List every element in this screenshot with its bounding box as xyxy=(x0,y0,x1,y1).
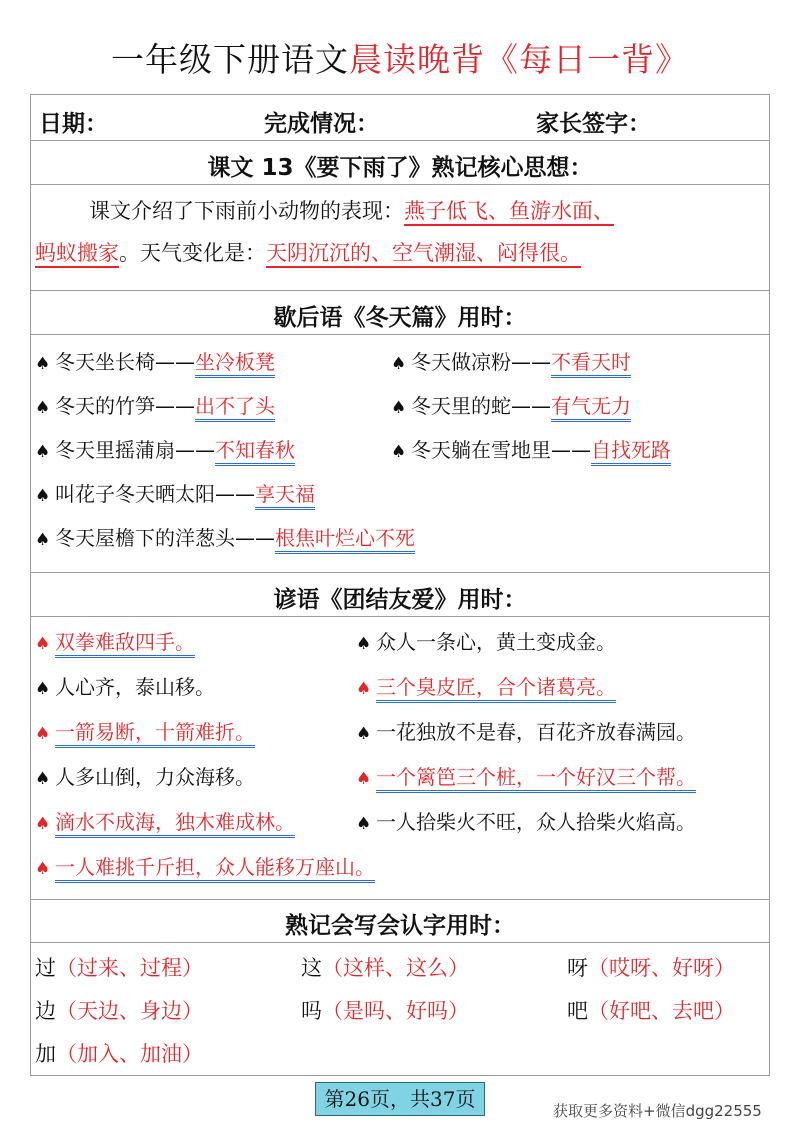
spade-icon: ♠ xyxy=(391,398,407,418)
completion-label: 完成情况： xyxy=(264,111,379,137)
lesson-line2-mid: 。天气变化是： xyxy=(119,241,266,265)
xiehouyu-item: ♠ 冬天里的蛇——有气无力 xyxy=(391,390,631,419)
spade-icon: ♠ xyxy=(35,634,51,654)
spade-icon: ♠ xyxy=(356,634,372,654)
spade-icon: ♠ xyxy=(35,354,51,374)
spade-icon: ♠ xyxy=(35,769,51,789)
divider xyxy=(31,334,769,335)
lesson-line2-red-a: 蚂蚁搬家 xyxy=(35,241,119,268)
char-item: 过（过来、过程） xyxy=(35,956,203,980)
spade-icon: ♠ xyxy=(356,814,372,834)
lesson-line2-red-b: 天阴沉沉的、空气潮湿、闷得很。 xyxy=(266,241,581,268)
lesson-line-1 xyxy=(89,195,614,225)
spade-icon: ♠ xyxy=(35,442,51,462)
divider xyxy=(31,899,769,900)
yanyu-item: ♠ 滴水不成海，独木难成林。 xyxy=(35,806,295,835)
yanyu-item: ♠ 一人难挑千斤担，众人能移万座山。 xyxy=(35,851,375,880)
title-black: 一年级下册语文 xyxy=(111,40,349,79)
divider xyxy=(31,572,769,573)
spade-icon: ♠ xyxy=(35,679,51,699)
divider xyxy=(31,942,769,943)
lesson-line1-red: 燕子低飞、鱼游水面、 xyxy=(404,199,614,226)
title-red: 晨读晚背《每日一背》 xyxy=(349,40,689,79)
divider xyxy=(31,616,769,617)
yanyu-item: ♠ 人多山倒，力众海移。 xyxy=(35,765,255,789)
chars-heading: 熟记会写会认字用时： xyxy=(285,913,515,939)
spade-icon: ♠ xyxy=(35,859,51,879)
lesson-heading: 课文 13《要下雨了》熟记核心思想： xyxy=(207,155,593,181)
yanyu-item: ♠ 双拳难敌四手。 xyxy=(35,626,195,655)
spade-icon: ♠ xyxy=(356,724,372,744)
spade-icon: ♠ xyxy=(35,814,51,834)
char-item: 吗（是吗、好吗） xyxy=(301,999,469,1023)
page-indicator: 第26页，共37页 xyxy=(315,1082,485,1116)
yanyu-item: ♠ 一个篱笆三个桩，一个好汉三个帮。 xyxy=(356,761,696,790)
yanyu-item: ♠ 一人拾柴火不旺，众人拾柴火焰高。 xyxy=(356,810,696,834)
xiehouyu-item: ♠ 冬天的竹笋——出不了头 xyxy=(35,390,275,419)
xiehouyu-heading: 歇后语《冬天篇》用时： xyxy=(273,305,527,331)
xiehouyu-item: ♠ 冬天坐长椅——坐冷板凳 xyxy=(35,346,275,375)
xiehouyu-item: ♠ 冬天做凉粉——不看天时 xyxy=(391,346,631,375)
yanyu-item: ♠ 一花独放不是春，百花齐放春满园。 xyxy=(356,720,696,744)
xiehouyu-item: ♠ 冬天屋檐下的洋葱头——根焦叶烂心不死 xyxy=(35,522,415,551)
char-item: 呀（哎呀、好呀） xyxy=(567,956,735,980)
spade-icon: ♠ xyxy=(356,769,372,789)
spade-icon: ♠ xyxy=(35,398,51,418)
page-title xyxy=(0,34,800,81)
spade-icon: ♠ xyxy=(391,354,407,374)
lesson-line1-prefix: 课文介绍了下雨前小动物的表现： xyxy=(89,199,404,223)
yanyu-item: ♠ 众人一条心，黄土变成金。 xyxy=(356,630,616,654)
divider xyxy=(31,140,769,141)
spade-icon: ♠ xyxy=(35,530,51,550)
xiehouyu-item: ♠ 叫花子冬天晒太阳——享天福 xyxy=(35,478,315,507)
divider xyxy=(31,290,769,291)
yanyu-heading: 谚语《团结友爱》用时： xyxy=(273,587,527,613)
yanyu-item: ♠ 三个臭皮匠，合个诸葛亮。 xyxy=(356,671,616,700)
xiehouyu-item: ♠ 冬天里摇蒲扇——不知春秋 xyxy=(35,434,295,463)
spade-icon: ♠ xyxy=(35,724,51,744)
spade-icon: ♠ xyxy=(35,486,51,506)
yanyu-item: ♠ 一箭易断，十箭难折。 xyxy=(35,716,255,745)
spade-icon: ♠ xyxy=(356,679,372,699)
divider xyxy=(31,184,769,185)
watermark: 获取更多资料+微信dgg22555 xyxy=(553,1102,762,1120)
parent-sign-label: 家长签字： xyxy=(536,111,651,137)
char-item: 这（这样、这么） xyxy=(301,956,469,980)
date-label: 日期： xyxy=(39,111,108,137)
lesson-line-2 xyxy=(35,237,581,267)
yanyu-item: ♠ 人心齐，泰山移。 xyxy=(35,675,215,699)
worksheet xyxy=(30,94,770,1076)
char-item: 加（加入、加油） xyxy=(35,1042,203,1066)
xiehouyu-item: ♠ 冬天躺在雪地里——自找死路 xyxy=(391,434,671,463)
char-item: 边（天边、身边） xyxy=(35,999,203,1023)
char-item: 吧（好吧、去吧） xyxy=(567,999,735,1023)
spade-icon: ♠ xyxy=(391,442,407,462)
